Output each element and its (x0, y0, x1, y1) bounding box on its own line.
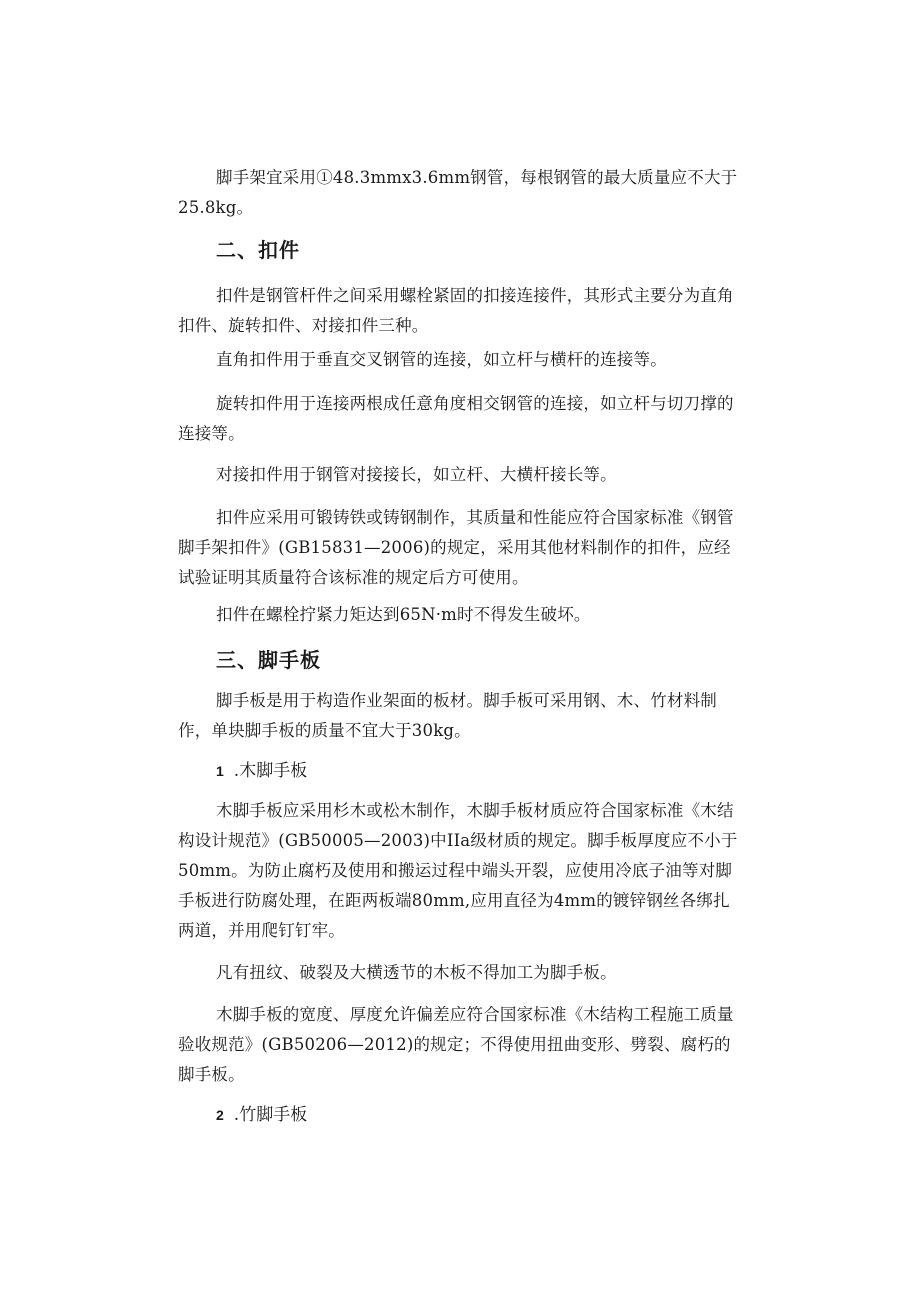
subheading-bamboo-board (216, 1100, 307, 1130)
paragraph-right-angle-coupler: 直角扣件用于垂直交叉钢管的连接，如立杆与横杆的连接等。 (216, 350, 667, 369)
paragraph-coupler-material: 扣件应采用可锻铸铁或铸钢制作，其质量和性能应符合国家标准《钢管脚手架扣件》(GB15831—2006)的规定，采用其他材料制作的扣件，应经试验证明其质量符合该标准的规定后方可使用。 (178, 508, 734, 587)
subheading-wood-board (216, 756, 307, 786)
heading-coupler: 二、扣件 (216, 238, 300, 262)
heading-scaffold-board: 三、脚手板 (216, 648, 321, 672)
paragraph-steel-tube: 脚手架宜采用①48.3mmx3.6mm钢管，每根钢管的最大质量应不大于25.8kg。 (178, 168, 738, 217)
paragraph-wood-board-tolerance: 木脚手板的宽度、厚度允许偏差应符合国家标准《木结构工程施工质量验收规范》(GB50206—2012)的规定；不得使用扭曲变形、劈裂、腐朽的脚手板。 (178, 1005, 734, 1084)
paragraph-wood-board-defects: 凡有扭纹、破裂及大横透节的木板不得加工为脚手板。 (216, 963, 617, 982)
paragraph-wood-board-material: 木脚手板应采用杉木或松木制作，木脚手板材质应符合国家标准《木结构设计规范》(GB50005—2003)中IIa级材质的规定。脚手板厚度应不小于50mm。为防止腐朽及使用和搬运过程中端头开裂，应使用冷底子油等对脚手板进行防腐处理，在距两板端80mm,应用直径为4mm的镀锌钢丝各绑扎两道，并用爬钉钉牢。 (178, 801, 738, 940)
subheading-number: 2 (216, 1107, 224, 1123)
paragraph-board-intro: 脚手板是用于构造作业架面的板材。脚手板可采用钢、木、竹材料制作，单块脚手板的质量不宜大于30kg。 (178, 691, 717, 740)
paragraph-swivel-coupler: 旋转扣件用于连接两根成任意角度相交钢管的连接，如立杆与切刀撑的连接等。 (178, 394, 734, 443)
subheading-label: .木脚手板 (233, 761, 308, 781)
paragraph-coupler-torque: 扣件在螺栓拧紧力矩达到65N·m时不得发生破坏。 (216, 605, 591, 624)
subheading-label: .竹脚手板 (233, 1105, 308, 1125)
paragraph-butt-coupler: 对接扣件用于钢管对接接长，如立杆、大横杆接长等。 (216, 465, 617, 484)
subheading-number: 1 (216, 763, 224, 779)
paragraph-coupler-intro: 扣件是钢管杆件之间采用螺栓紧固的扣接连接件，其形式主要分为直角扣件、旋转扣件、对接扣件三种。 (178, 286, 734, 335)
